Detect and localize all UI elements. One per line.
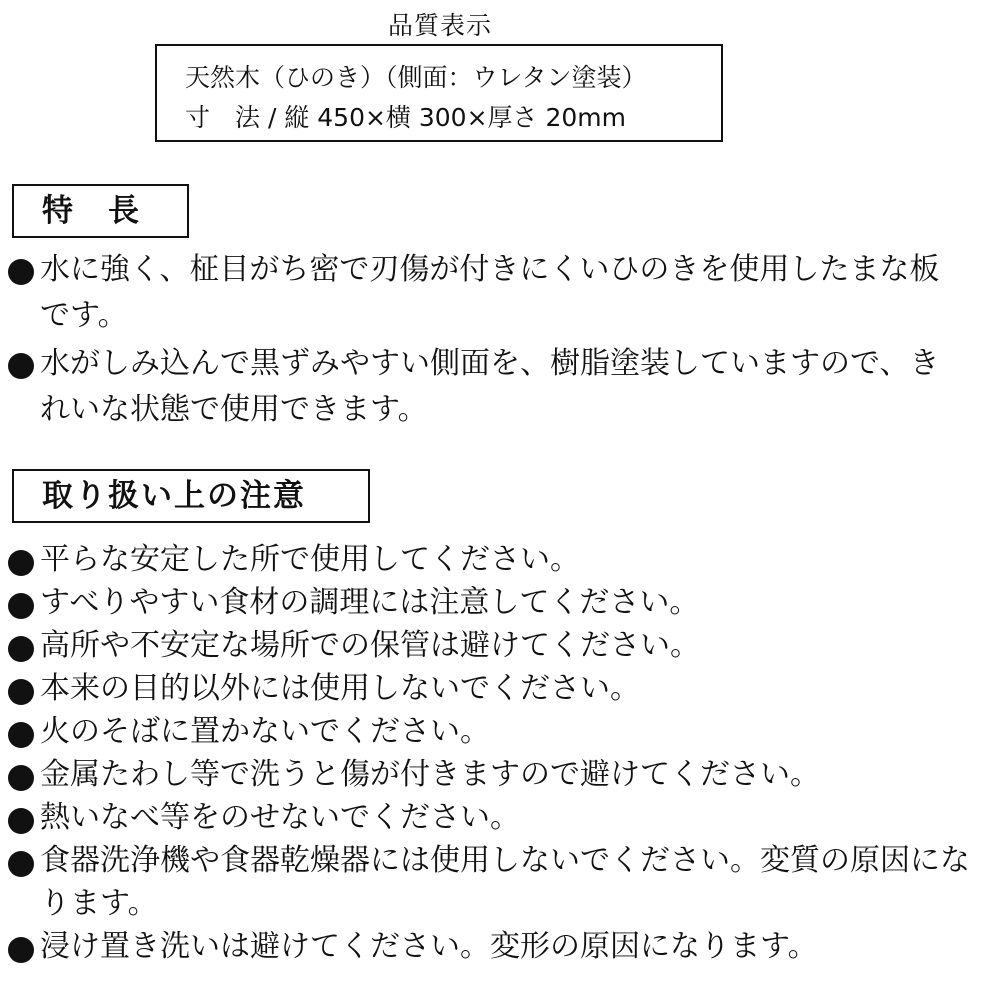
feature-item	[0, 341, 1000, 433]
caution-item	[0, 581, 1000, 624]
quality-label-heading: 品質表示	[387, 11, 492, 40]
handling-precautions-list	[0, 538, 1000, 968]
quality-label-box	[155, 44, 723, 142]
caution-item	[0, 710, 1000, 753]
feature-line: 水がしみ込んで黒ずみやすい側面を、樹脂塗装していますので、き	[40, 346, 940, 381]
caution-line: 金属たわし等で洗うと傷が付きますので避けてください。	[40, 757, 820, 792]
feature-line: です。	[40, 298, 128, 333]
caution-line: 熱いなべ等をのせないでください。	[40, 800, 520, 835]
caution-item	[0, 925, 1000, 968]
caution-line: 高所や不安定な場所での保管は避けてください。	[40, 628, 700, 663]
features-heading: 特 長	[12, 184, 189, 238]
caution-item	[0, 538, 1000, 581]
caution-item	[0, 753, 1000, 796]
caution-line: 本来の目的以外には使用しないでください。	[40, 671, 640, 706]
feature-item	[0, 247, 1000, 339]
caution-line: 平らな安定した所で使用してください。	[40, 542, 580, 577]
caution-item	[0, 839, 1000, 925]
dimensions-line: 寸 法 / 縦 450×横 300×厚さ 20mm	[185, 103, 627, 132]
caution-line: 食器洗浄機や食器乾燥器には使用しないでください。変質の原因にな	[40, 843, 970, 878]
caution-item	[0, 624, 1000, 667]
feature-line: れいな状態で使用できます。	[40, 392, 428, 427]
caution-line: すべりやすい食材の調理には注意してください。	[40, 585, 700, 620]
caution-line: 浸け置き洗いは避けてください。変形の原因になります。	[40, 929, 818, 964]
feature-line: 水に強く、柾目がち密で刃傷が付きにくいひのきを使用したまな板	[40, 252, 940, 287]
caution-line: 火のそばに置かないでください。	[40, 714, 490, 749]
features-list	[0, 247, 1000, 435]
material-line: 天然木（ひのき）（側面：ウレタン塗装）	[185, 63, 647, 92]
handling-precautions-heading: 取り扱い上の注意	[12, 469, 370, 523]
caution-item	[0, 667, 1000, 710]
caution-item	[0, 796, 1000, 839]
caution-line: ります。	[40, 886, 158, 921]
